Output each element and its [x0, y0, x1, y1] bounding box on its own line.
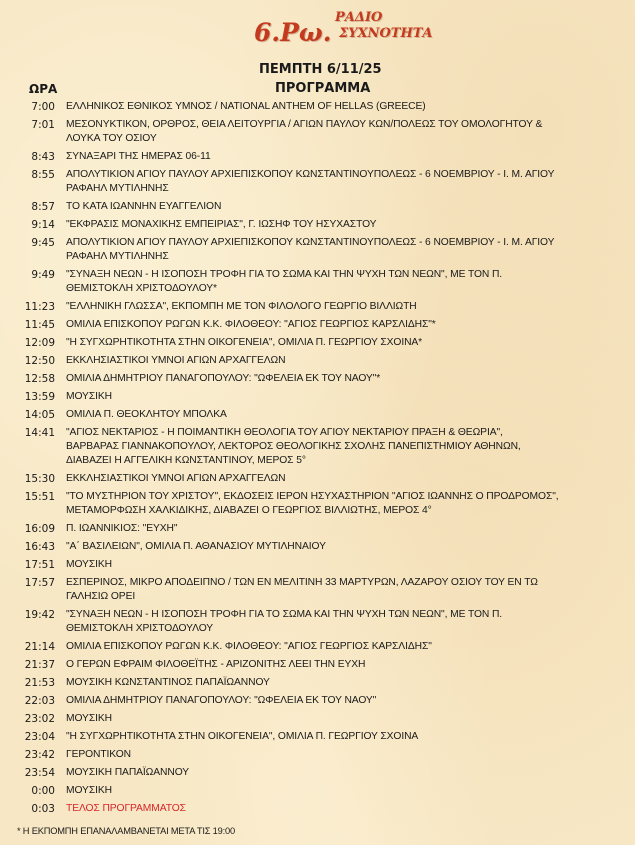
schedule-title-line: "ΤΟ ΜΥΣΤΗΡΙΟΝ ΤΟΥ ΧΡΙΣΤΟΥ", ΕΚΔΟΣΕΙΣ ΙΕΡΟΝ ΗΣΥΧΑΣΤΗΡΙΟΝ "ΑΓΙΟΣ ΙΩΑΝΝΗΣ Ο ΠΡΟΔΡΟΜΟΣ", — [66, 491, 559, 502]
schedule-time: 11:45 — [24, 319, 55, 331]
schedule-time: 7:01 — [31, 119, 55, 131]
schedule-title — [66, 748, 614, 762]
schedule-row — [0, 218, 635, 232]
schedule-title — [66, 426, 614, 468]
schedule-title — [66, 472, 614, 486]
schedule-title — [66, 712, 614, 726]
schedule-time: 17:57 — [24, 577, 55, 589]
schedule-row — [0, 658, 635, 672]
schedule-time: 9:14 — [31, 219, 55, 231]
schedule-time: 13:59 — [24, 391, 55, 403]
schedule-row — [0, 748, 635, 762]
schedule-time: 8:43 — [31, 151, 55, 163]
schedule-title — [66, 640, 614, 654]
schedule-row — [0, 730, 635, 744]
schedule-row — [0, 712, 635, 726]
schedule-row — [0, 150, 635, 164]
schedule-title — [66, 576, 614, 604]
schedule-title — [66, 558, 614, 572]
schedule-title — [66, 658, 614, 672]
schedule-title-line: "ΣΥΝΑΞΗ ΝΕΩΝ - Η ΙΣΟΠΟΣΗ ΤΡΟΦΗ ΓΙΑ ΤΟ ΣΩΜΑ ΚΑΙ ΤΗΝ ΨΥΧΗ ΤΩΝ ΝΕΩΝ", ΜΕ ΤΟΝ Π. — [66, 609, 503, 620]
schedule-title-line: ΔΙΑΒΑΖΕΙ Η ΑΓΓΕΛΙΚΗ ΚΩΝΣΤΑΝΤΙΝΟΥ, ΜΕΡΟΣ 5° — [66, 455, 306, 466]
schedule-row — [0, 540, 635, 554]
schedule-title-line: ΤΕΛΟΣ ΠΡΟΓΡΑΜΜΑΤΟΣ — [66, 803, 186, 814]
schedule-title — [66, 608, 614, 636]
schedule-title-line: Ο ΓΕΡΩΝ ΕΦΡΑΙΜ ΦΙΛΟΘΕΪΤΗΣ - ΑΡΙΖΟΝΙΤΗΣ ΛΕΕΙ ΤΗΝ ΕΥΧΗ — [66, 659, 366, 670]
schedule-title — [66, 372, 614, 386]
schedule-title — [66, 200, 614, 214]
schedule-time: 15:51 — [24, 491, 55, 503]
schedule-title — [66, 730, 614, 744]
schedule-title — [66, 218, 614, 232]
schedule-time: 23:04 — [24, 731, 55, 743]
schedule-title-line: "ΕΚΦΡΑΣΙΣ ΜΟΝΑΧΙΚΗΣ ΕΜΠΕΙΡΙΑΣ", Γ. ΙΩΣΗΦ ΤΟΥ ΗΣΥΧΑΣΤΟΥ — [66, 219, 377, 230]
station-logo-subtitle — [335, 10, 432, 42]
schedule-row — [0, 408, 635, 422]
schedule-time: 11:23 — [24, 301, 55, 313]
footnote: * Η ΕΚΠΟΜΠΗ ΕΠΑΝΑΛΑΜΒΑΝΕΤΑΙ ΜΕΤΑ ΤΙΣ 19:00 — [17, 826, 235, 836]
schedule-title-line: ΕΚΚΛΗΣΙΑΣΤΙΚΟΙ ΥΜΝΟΙ ΑΓΙΩΝ ΑΡΧΑΓΓΕΛΩΝ — [66, 473, 286, 484]
schedule-title-line: ΜΟΥΣΙΚΗ ΠΑΠΑΪΩΑΝΝΟΥ — [66, 767, 190, 778]
schedule-row — [0, 640, 635, 654]
time-column-heading: ΩΡΑ — [29, 82, 58, 96]
schedule-time: 16:43 — [24, 541, 55, 553]
schedule-row — [0, 426, 635, 468]
schedule-row — [0, 318, 635, 332]
schedule-time: 7:00 — [31, 101, 55, 113]
schedule-title — [66, 784, 614, 798]
schedule-title-line: ΣΥΝΑΞΑΡΙ ΤΗΣ ΗΜΕΡΑΣ 06-11 — [66, 151, 211, 162]
schedule-title — [66, 336, 614, 350]
schedule-list — [0, 100, 635, 820]
schedule-title-line: ΡΑΦΑΗΛ ΜΥΤΙΛΗΝΗΣ — [66, 251, 169, 262]
schedule-title-line: Π. ΙΩΑΝΝΙΚΙΟΣ: "ΕΥΧΗ" — [66, 523, 178, 534]
schedule-time: 12:50 — [24, 355, 55, 367]
schedule-title-line: ΟΜΙΛΙΑ ΔΗΜΗΤΡΙΟΥ ΠΑΝΑΓΟΠΟΥΛΟΥ: "ΩΦΕΛΕΙΑ ΕΚ ΤΟΥ ΝΑΟΥ" — [66, 695, 377, 706]
schedule-title — [66, 522, 614, 536]
schedule-row — [0, 168, 635, 196]
schedule-row — [0, 268, 635, 296]
schedule-row — [0, 236, 635, 264]
program-column-heading: ΠΡΟΓΡΑΜΜΑ — [275, 81, 371, 96]
schedule-title-line: "Α΄ ΒΑΣΙΛΕΙΩΝ", ΟΜΙΛΙΑ Π. ΑΘΑΝΑΣΙΟΥ ΜΥΤΙΛΗΝΑΙΟΥ — [66, 541, 326, 552]
schedule-title-line: ΛΟΥΚΑ ΤΟΥ ΟΣΙΟΥ — [66, 133, 157, 144]
schedule-title — [66, 168, 614, 196]
schedule-row — [0, 608, 635, 636]
schedule-title-line: "Η ΣΥΓΧΩΡΗΤΙΚΟΤΗΤΑ ΣΤΗΝ ΟΙΚΟΓΕΝΕΙΑ", ΟΜΙΛΙΑ Π. ΓΕΩΡΓΙΟΥ ΣΧΟΙΝΑ — [66, 731, 419, 742]
page-header — [0, 0, 635, 77]
schedule-title — [66, 390, 614, 404]
schedule-title-line: ΜΕΣΟΝΥΚΤΙΚΟΝ, ΟΡΘΡΟΣ, ΘΕΙΑ ΛΕΙΤΟΥΡΓΙΑ / ΑΓΙΩΝ ΠΑΥΛΟΥ ΚΩΝ/ΠΟΛΕΩΣ ΤΟΥ ΟΜΟΛΟΓΗΤΟΥ & — [66, 119, 543, 130]
schedule-title-line: ΓΕΡΟΝΤΙΚΟΝ — [66, 749, 131, 760]
schedule-row — [0, 576, 635, 604]
schedule-row — [0, 784, 635, 798]
schedule-row — [0, 336, 635, 350]
schedule-title-line: ΡΑΦΑΗΛ ΜΥΤΙΛΗΝΗΣ — [66, 183, 169, 194]
schedule-time: 21:37 — [24, 659, 55, 671]
schedule-title-line: ΟΜΙΛΙΑ ΕΠΙΣΚΟΠΟΥ ΡΩΓΩΝ Κ.Κ. ΦΙΛΟΘΕΟΥ: "ΑΓΙΟΣ ΓΕΩΡΓΙΟΣ ΚΑΡΣΛΙΔΗΣ" — [66, 641, 432, 652]
schedule-row — [0, 100, 635, 114]
schedule-time: 15:30 — [24, 473, 55, 485]
schedule-title — [66, 408, 614, 422]
schedule-row — [0, 200, 635, 214]
schedule-time: 16:09 — [24, 523, 55, 535]
schedule-row — [0, 472, 635, 486]
schedule-title-line: ΘΕΜΙΣΤΟΚΛΗ ΧΡΙΣΤΟΔΟΥΛΟΥ — [66, 623, 214, 634]
schedule-time: 14:41 — [24, 427, 55, 439]
schedule-title-line: ΑΠΟΛΥΤΙΚΙΟΝ ΑΓΙΟΥ ΠΑΥΛΟΥ ΑΡΧΙΕΠΙΣΚΟΠΟΥ ΚΩΝΣΤΑΝΤΙΝΟΥΠΟΛΕΩΣ - 6 ΝΟΕΜΒΡΙΟΥ - Ι. Μ. ΑΓΙΟΥ — [66, 237, 555, 248]
schedule-title — [66, 300, 614, 314]
end-of-program-text — [66, 802, 614, 816]
schedule-title-line: "ΕΛΛΗΝΙΚΗ ΓΛΩΣΣΑ", ΕΚΠΟΜΠΗ ΜΕ ΤΟΝ ΦΙΛΟΛΟΓΟ ΓΕΩΡΓΙΟ ΒΙΛΛΙΩΤΗ — [66, 301, 417, 312]
schedule-row — [0, 766, 635, 780]
logo-line-frequency: ΣΥΧΝΟΤΗΤΑ — [339, 26, 433, 41]
schedule-row — [0, 390, 635, 404]
schedule-time: 14:05 — [24, 409, 55, 421]
schedule-row — [0, 354, 635, 368]
schedule-time: 23:54 — [24, 767, 55, 779]
schedule-time: 17:51 — [24, 559, 55, 571]
schedule-title-line: ΓΑΛΗΣΙΩ ΟΡΕΙ — [66, 591, 136, 602]
schedule-title-line: ΟΜΙΛΙΑ ΕΠΙΣΚΟΠΟΥ ΡΩΓΩΝ Κ.Κ. ΦΙΛΟΘΕΟΥ: "ΑΓΙΟΣ ΓΕΩΡΓΙΟΣ ΚΑΡΣΛΙΔΗΣ"* — [66, 319, 436, 330]
schedule-title-line: ΜΟΥΣΙΚΗ — [66, 559, 112, 570]
schedule-title — [66, 766, 614, 780]
schedule-time: 9:49 — [31, 269, 55, 281]
schedule-row — [0, 522, 635, 536]
schedule-title-line: ΜΟΥΣΙΚΗ ΚΩΝΣΤΑΝΤΙΝΟΣ ΠΑΠΑΪΩΑΝΝΟΥ — [66, 677, 270, 688]
schedule-title-line: "Η ΣΥΓΧΩΡΗΤΙΚΟΤΗΤΑ ΣΤΗΝ ΟΙΚΟΓΕΝΕΙΑ", ΟΜΙΛΙΑ Π. ΓΕΩΡΓΙΟΥ ΣΧΟΙΝΑ* — [66, 337, 423, 348]
schedule-title-line: ΕΚΚΛΗΣΙΑΣΤΙΚΟΙ ΥΜΝΟΙ ΑΓΙΩΝ ΑΡΧΑΓΓΕΛΩΝ — [66, 355, 286, 366]
schedule-title — [66, 490, 614, 518]
schedule-row — [0, 300, 635, 314]
schedule-time: 23:42 — [24, 749, 55, 761]
schedule-row — [0, 802, 635, 816]
schedule-time: 0:00 — [31, 785, 55, 797]
schedule-title-line: ΕΛΛΗΝΙΚΟΣ ΕΘΝΙΚΟΣ ΥΜΝΟΣ / NATIONAL ANTHEM OF HELLAS (GREECE) — [66, 101, 426, 112]
schedule-title-line: ΕΣΠΕΡΙΝΟΣ, ΜΙΚΡΟ ΑΠΟΔΕΙΠΝΟ / ΤΩΝ ΕΝ ΜΕΛΙΤΙΝΗ 33 ΜΑΡΤΥΡΩΝ, ΛΑΖΑΡΟΥ ΟΣΙΟΥ ΤΟΥ ΕΝ ΤΩ — [66, 577, 538, 588]
schedule-title-line: ΒΑΡΒΑΡΑΣ ΓΙΑΝΝΑΚΟΠΟΥΛΟΥ, ΛΕΚΤΟΡΟΣ ΘΕΟΛΟΓΙΚΗΣ ΣΧΟΛΗΣ ΠΑΝΕΠΙΣΤΗΜΙΟΥ ΑΘΗΝΩΝ, — [66, 441, 521, 452]
schedule-time: 12:58 — [24, 373, 55, 385]
schedule-title — [66, 318, 614, 332]
schedule-title-line: "ΑΓΙΟΣ ΝΕΚΤΑΡΙΟΣ - Η ΠΟΙΜΑΝΤΙΚΗ ΘΕΟΛΟΓΙΑ ΤΟΥ ΑΓΙΟΥ ΝΕΚΤΑΡΙΟΥ ΠΡΑΞΗ & ΘΕΩΡΙΑ", — [66, 427, 503, 438]
schedule-time: 23:02 — [24, 713, 55, 725]
schedule-title-line: ΟΜΙΛΙΑ Π. ΘΕΟΚΛΗΤΟΥ ΜΠΟΛΚΑ — [66, 409, 227, 420]
schedule-row — [0, 118, 635, 146]
schedule-row — [0, 490, 635, 518]
schedule-title — [66, 354, 614, 368]
schedule-title-line: ΑΠΟΛΥΤΙΚΙΟΝ ΑΓΙΟΥ ΠΑΥΛΟΥ ΑΡΧΙΕΠΙΣΚΟΠΟΥ ΚΩΝΣΤΑΝΤΙΝΟΥΠΟΛΕΩΣ - 6 ΝΟΕΜΒΡΙΟΥ - Ι. Μ. ΑΓΙΟΥ — [66, 169, 555, 180]
schedule-title-line: ΘΕΜΙΣΤΟΚΛΗ ΧΡΙΣΤΟΔΟΥΛΟΥ* — [66, 283, 217, 294]
schedule-title — [66, 694, 614, 708]
schedule-title — [66, 100, 614, 114]
schedule-title — [66, 118, 614, 146]
schedule-title-line: ΜΟΥΣΙΚΗ — [66, 785, 112, 796]
schedule-title — [66, 236, 614, 264]
schedule-time: 8:57 — [31, 201, 55, 213]
schedule-time: 12:09 — [24, 337, 55, 349]
schedule-row — [0, 558, 635, 572]
schedule-title-line: ΜΕΤΑΜΟΡΦΩΣΗ ΧΑΛΚΙΔΙΚΗΣ, ΔΙΑΒΑΖΕΙ Ο ΓΕΩΡΓΙΟΣ ΒΙΛΛΙΩΤΗΣ, ΜΕΡΟΣ 4° — [66, 505, 432, 516]
schedule-title-line: "ΣΥΝΑΞΗ ΝΕΩΝ - Η ΙΣΟΠΟΣΗ ΤΡΟΦΗ ΓΙΑ ΤΟ ΣΩΜΑ ΚΑΙ ΤΗΝ ΨΥΧΗ ΤΩΝ ΝΕΩΝ", ΜΕ ΤΟΝ Π. — [66, 269, 503, 280]
schedule-row — [0, 372, 635, 386]
schedule-title — [66, 676, 614, 690]
schedule-title — [66, 150, 614, 164]
schedule-time: 22:03 — [24, 695, 55, 707]
schedule-time: 21:14 — [24, 641, 55, 653]
schedule-time: 9:45 — [31, 237, 55, 249]
schedule-title-line: ΜΟΥΣΙΚΗ — [66, 713, 112, 724]
station-logo: 6.Ρω. — [254, 18, 332, 47]
schedule-row — [0, 676, 635, 690]
schedule-title-line: ΜΟΥΣΙΚΗ — [66, 391, 112, 402]
schedule-title — [66, 540, 614, 554]
schedule-time: 21:53 — [24, 677, 55, 689]
schedule-time: 19:42 — [24, 609, 55, 621]
schedule-date: ΠΕΜΠΤΗ 6/11/25 — [259, 62, 382, 77]
schedule-title-line: ΟΜΙΛΙΑ ΔΗΜΗΤΡΙΟΥ ΠΑΝΑΓΟΠΟΥΛΟΥ: "ΩΦΕΛΕΙΑ ΕΚ ΤΟΥ ΝΑΟΥ"* — [66, 373, 381, 384]
schedule-row — [0, 694, 635, 708]
schedule-time: 8:55 — [31, 169, 55, 181]
schedule-title-line: ΤΟ ΚΑΤΑ ΙΩΑΝΝΗΝ ΕΥΑΓΓΕΛΙΟΝ — [66, 201, 222, 212]
logo-line-radio: ΡΑΔΙΟ — [335, 10, 383, 25]
schedule-title — [66, 268, 614, 296]
schedule-time: 0:03 — [31, 803, 55, 815]
